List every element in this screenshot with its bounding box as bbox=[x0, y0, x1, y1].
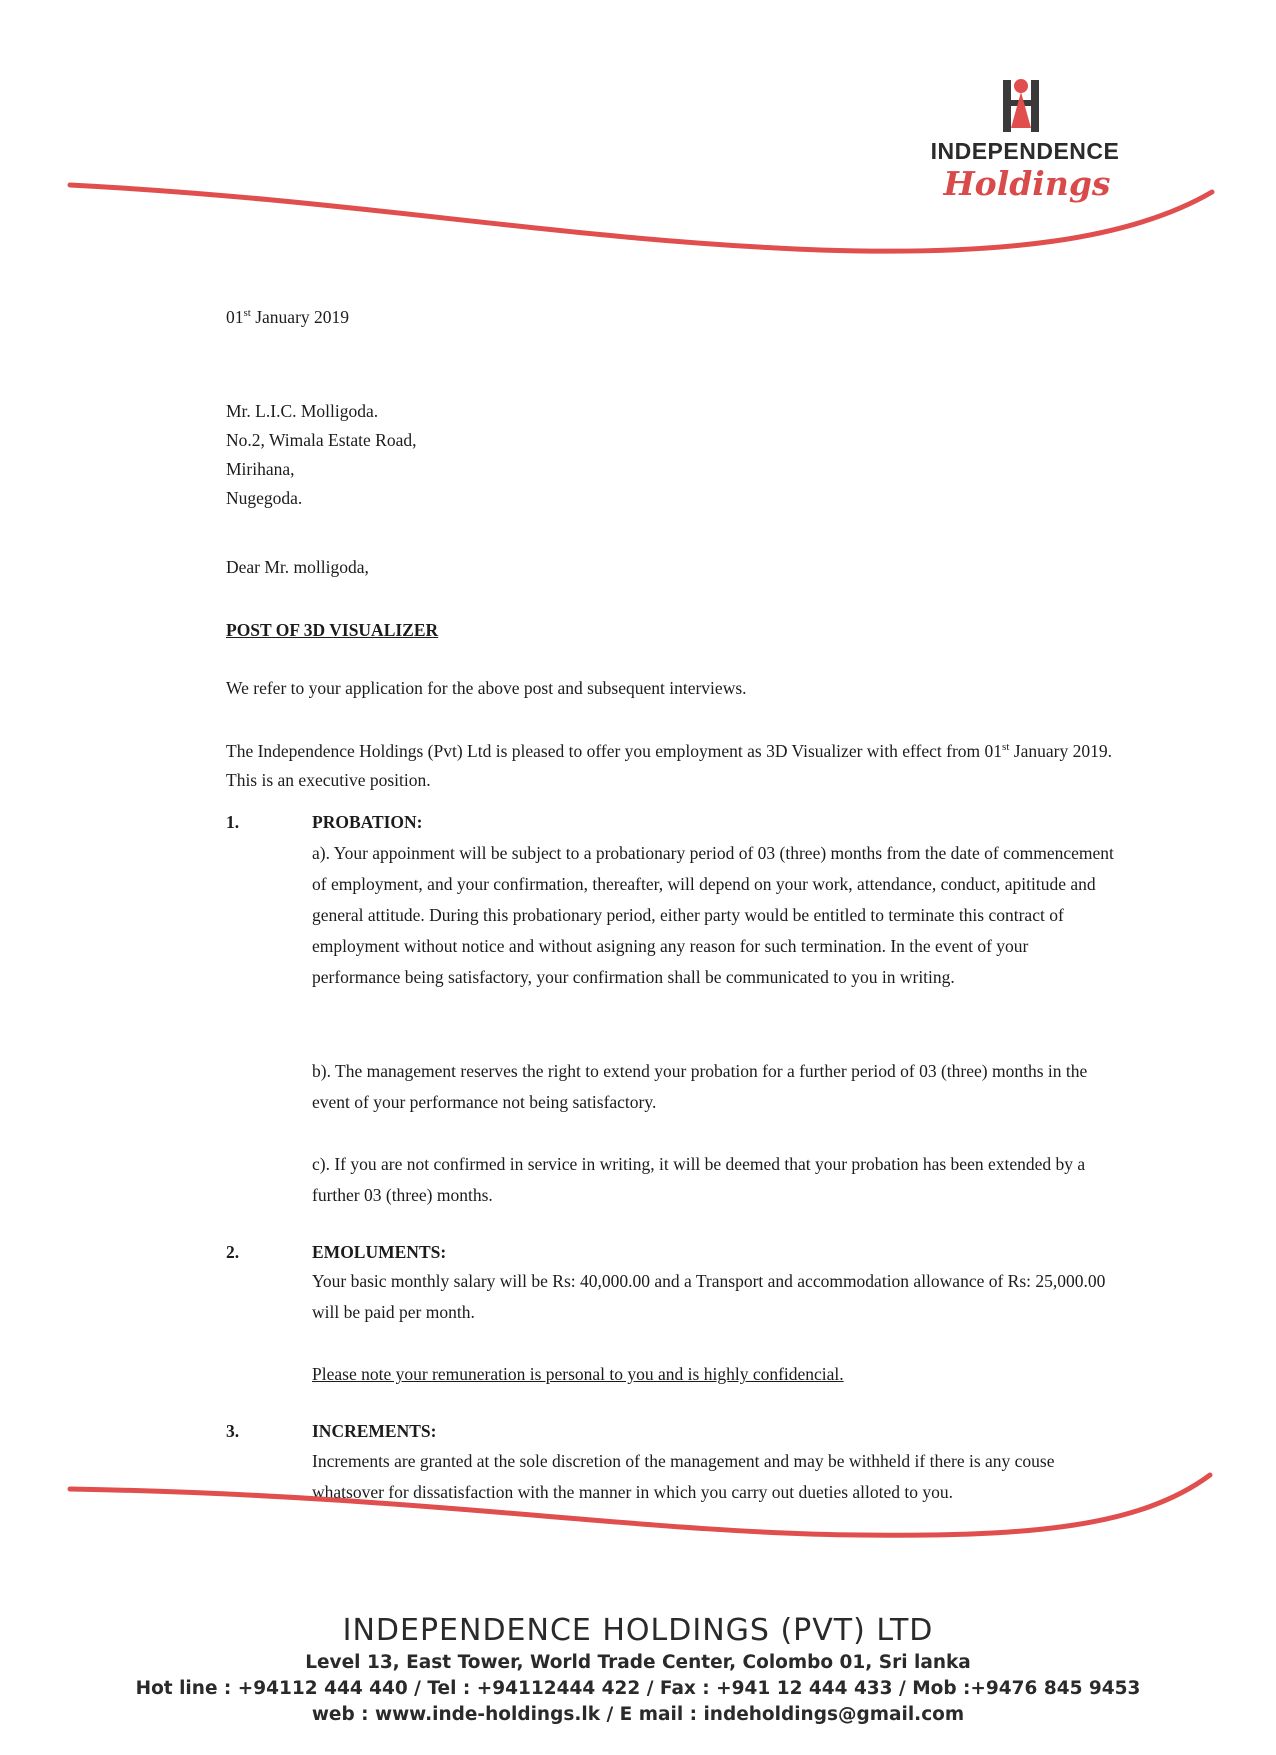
footer-swoosh bbox=[0, 1455, 1276, 1545]
section-number: 2. bbox=[226, 1242, 240, 1262]
logo-name: INDEPENDENCE bbox=[930, 138, 1120, 164]
section-paragraph: c). If you are not confirmed in service in writing, it will be deemed that your probation has been extended by a further 03 (three) months. bbox=[312, 1154, 1086, 1205]
company-logo bbox=[905, 70, 1145, 220]
section-paragraph: Your basic monthly salary will be Rs: 40,000.00 and a Transport and accommodation allowance of Rs: 25,000.00 will be paid per month. bbox=[312, 1271, 1106, 1322]
section-paragraph: b). The management reserves the right to extend your probation for a further period of 03 (three) months in the event of your performance not being satisfactory. bbox=[312, 1061, 1088, 1112]
subject-line: POST OF 3D VISUALIZER bbox=[226, 620, 439, 640]
footer-company-name: INDEPENDENCE HOLDINGS (PVT) LTD bbox=[342, 1613, 934, 1648]
logo-mark-icon bbox=[1003, 70, 1039, 132]
address-line: Nugegoda. bbox=[226, 488, 303, 508]
section-heading: INCREMENTS: bbox=[312, 1421, 437, 1441]
salutation: Dear Mr. molligoda, bbox=[226, 557, 369, 577]
section-heading: EMOLUMENTS: bbox=[312, 1242, 447, 1262]
section-heading: PROBATION: bbox=[312, 812, 423, 832]
section-paragraph: a). Your appoinment will be subject to a probationary period of 03 (three) months from the date of commencement of employment, and your confirmation, thereafter, will depend on your work, attendance, conduct, apititude and general attitude. During this probationary period, either party would be entitled to terminate this contract of employment without notice and without asigning any reason for such termination. In the event of your performance being satisfactory, your confirmation shall be communicated to you in writing. bbox=[312, 843, 1114, 987]
footer-address: Level 13, East Tower, World Trade Center, Colombo 01, Sri lanka bbox=[305, 1652, 971, 1673]
recipient-address bbox=[226, 397, 416, 513]
section-number: 1. bbox=[226, 812, 240, 832]
offer-paragraph: The Independence Holdings (Pvt) Ltd is pleased to offer you employment as 3D Visualizer with effect from 01st January 2019. This is an executive position. bbox=[226, 741, 1112, 790]
letter-date: 01st January 2019 bbox=[226, 307, 350, 327]
address-line: Mr. L.I.C. Molligoda. bbox=[226, 401, 379, 421]
address-line: No.2, Wimala Estate Road, bbox=[226, 430, 417, 450]
section-number: 3. bbox=[226, 1421, 240, 1441]
section-paragraph: Increments are granted at the sole discretion of the management and may be withheld if there is any couse whatsover for dissatisfaction with the manner in which you carry out dueties alloted to you. bbox=[312, 1451, 1055, 1502]
footer-phones: Hot line : +94112 444 440 / Tel : +94112444 422 / Fax : +941 12 444 433 / Mob :+9476 845 9453 bbox=[135, 1678, 1141, 1699]
footer-web-email: web : www.inde-holdings.lk / E mail : indeholdings@gmail.com bbox=[311, 1704, 965, 1725]
logo-script: Holdings bbox=[943, 164, 1111, 203]
intro-paragraph: We refer to your application for the above post and subsequent interviews. bbox=[226, 678, 747, 698]
address-line: Mirihana, bbox=[226, 459, 295, 479]
letterhead-footer bbox=[0, 1612, 1276, 1728]
confidentiality-note: Please note your remuneration is personal to you and is highly confidencial. bbox=[312, 1364, 844, 1384]
